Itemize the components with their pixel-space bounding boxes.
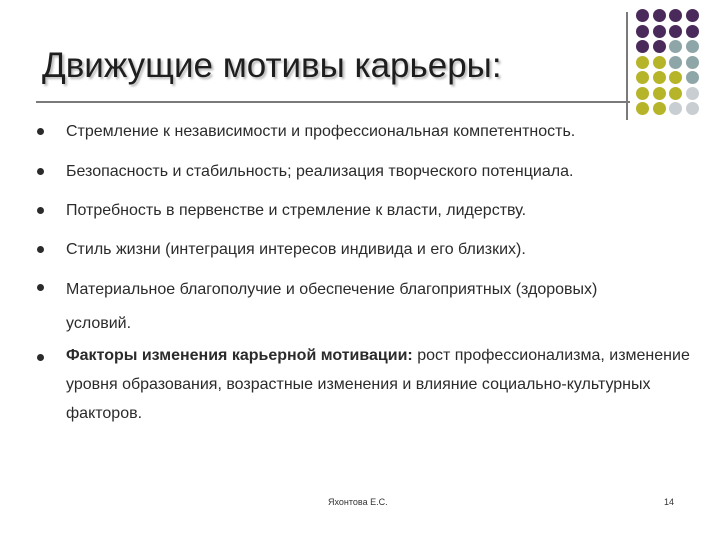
footer-author: Яхонтова Е.С. — [328, 497, 388, 507]
bullet-icon — [37, 284, 44, 291]
list-item: Стремление к независимости и профессиональная компетентность. — [66, 123, 576, 140]
factors-heading: Факторы изменения карьерной мотивации: — [66, 347, 413, 364]
bullet-icon — [37, 128, 44, 135]
slide-title: Движущие мотивы карьеры: — [42, 46, 502, 85]
list-item: Безопасность и стабильность; реализация творческого потенциала. — [66, 163, 574, 180]
list-item: Потребность в первенстве и стремление к власти, лидерству. — [66, 202, 527, 219]
list-item-factors — [66, 341, 696, 428]
bullet-icon — [37, 246, 44, 253]
bullet-icon — [37, 168, 44, 175]
bullet-icon — [37, 207, 44, 214]
page-number: 14 — [664, 497, 675, 507]
list-item: Стиль жизни (интеграция интересов индивида и его близких). — [66, 241, 526, 258]
list-item: Материальное благополучие и обеспечение благоприятных (здоровых) условий. — [66, 281, 598, 332]
bullet-icon — [37, 354, 44, 361]
factors-text: рост профессионализма, изменение уровня образования, возрастные изменения и влияние социально-культурных факторов. — [66, 347, 690, 422]
